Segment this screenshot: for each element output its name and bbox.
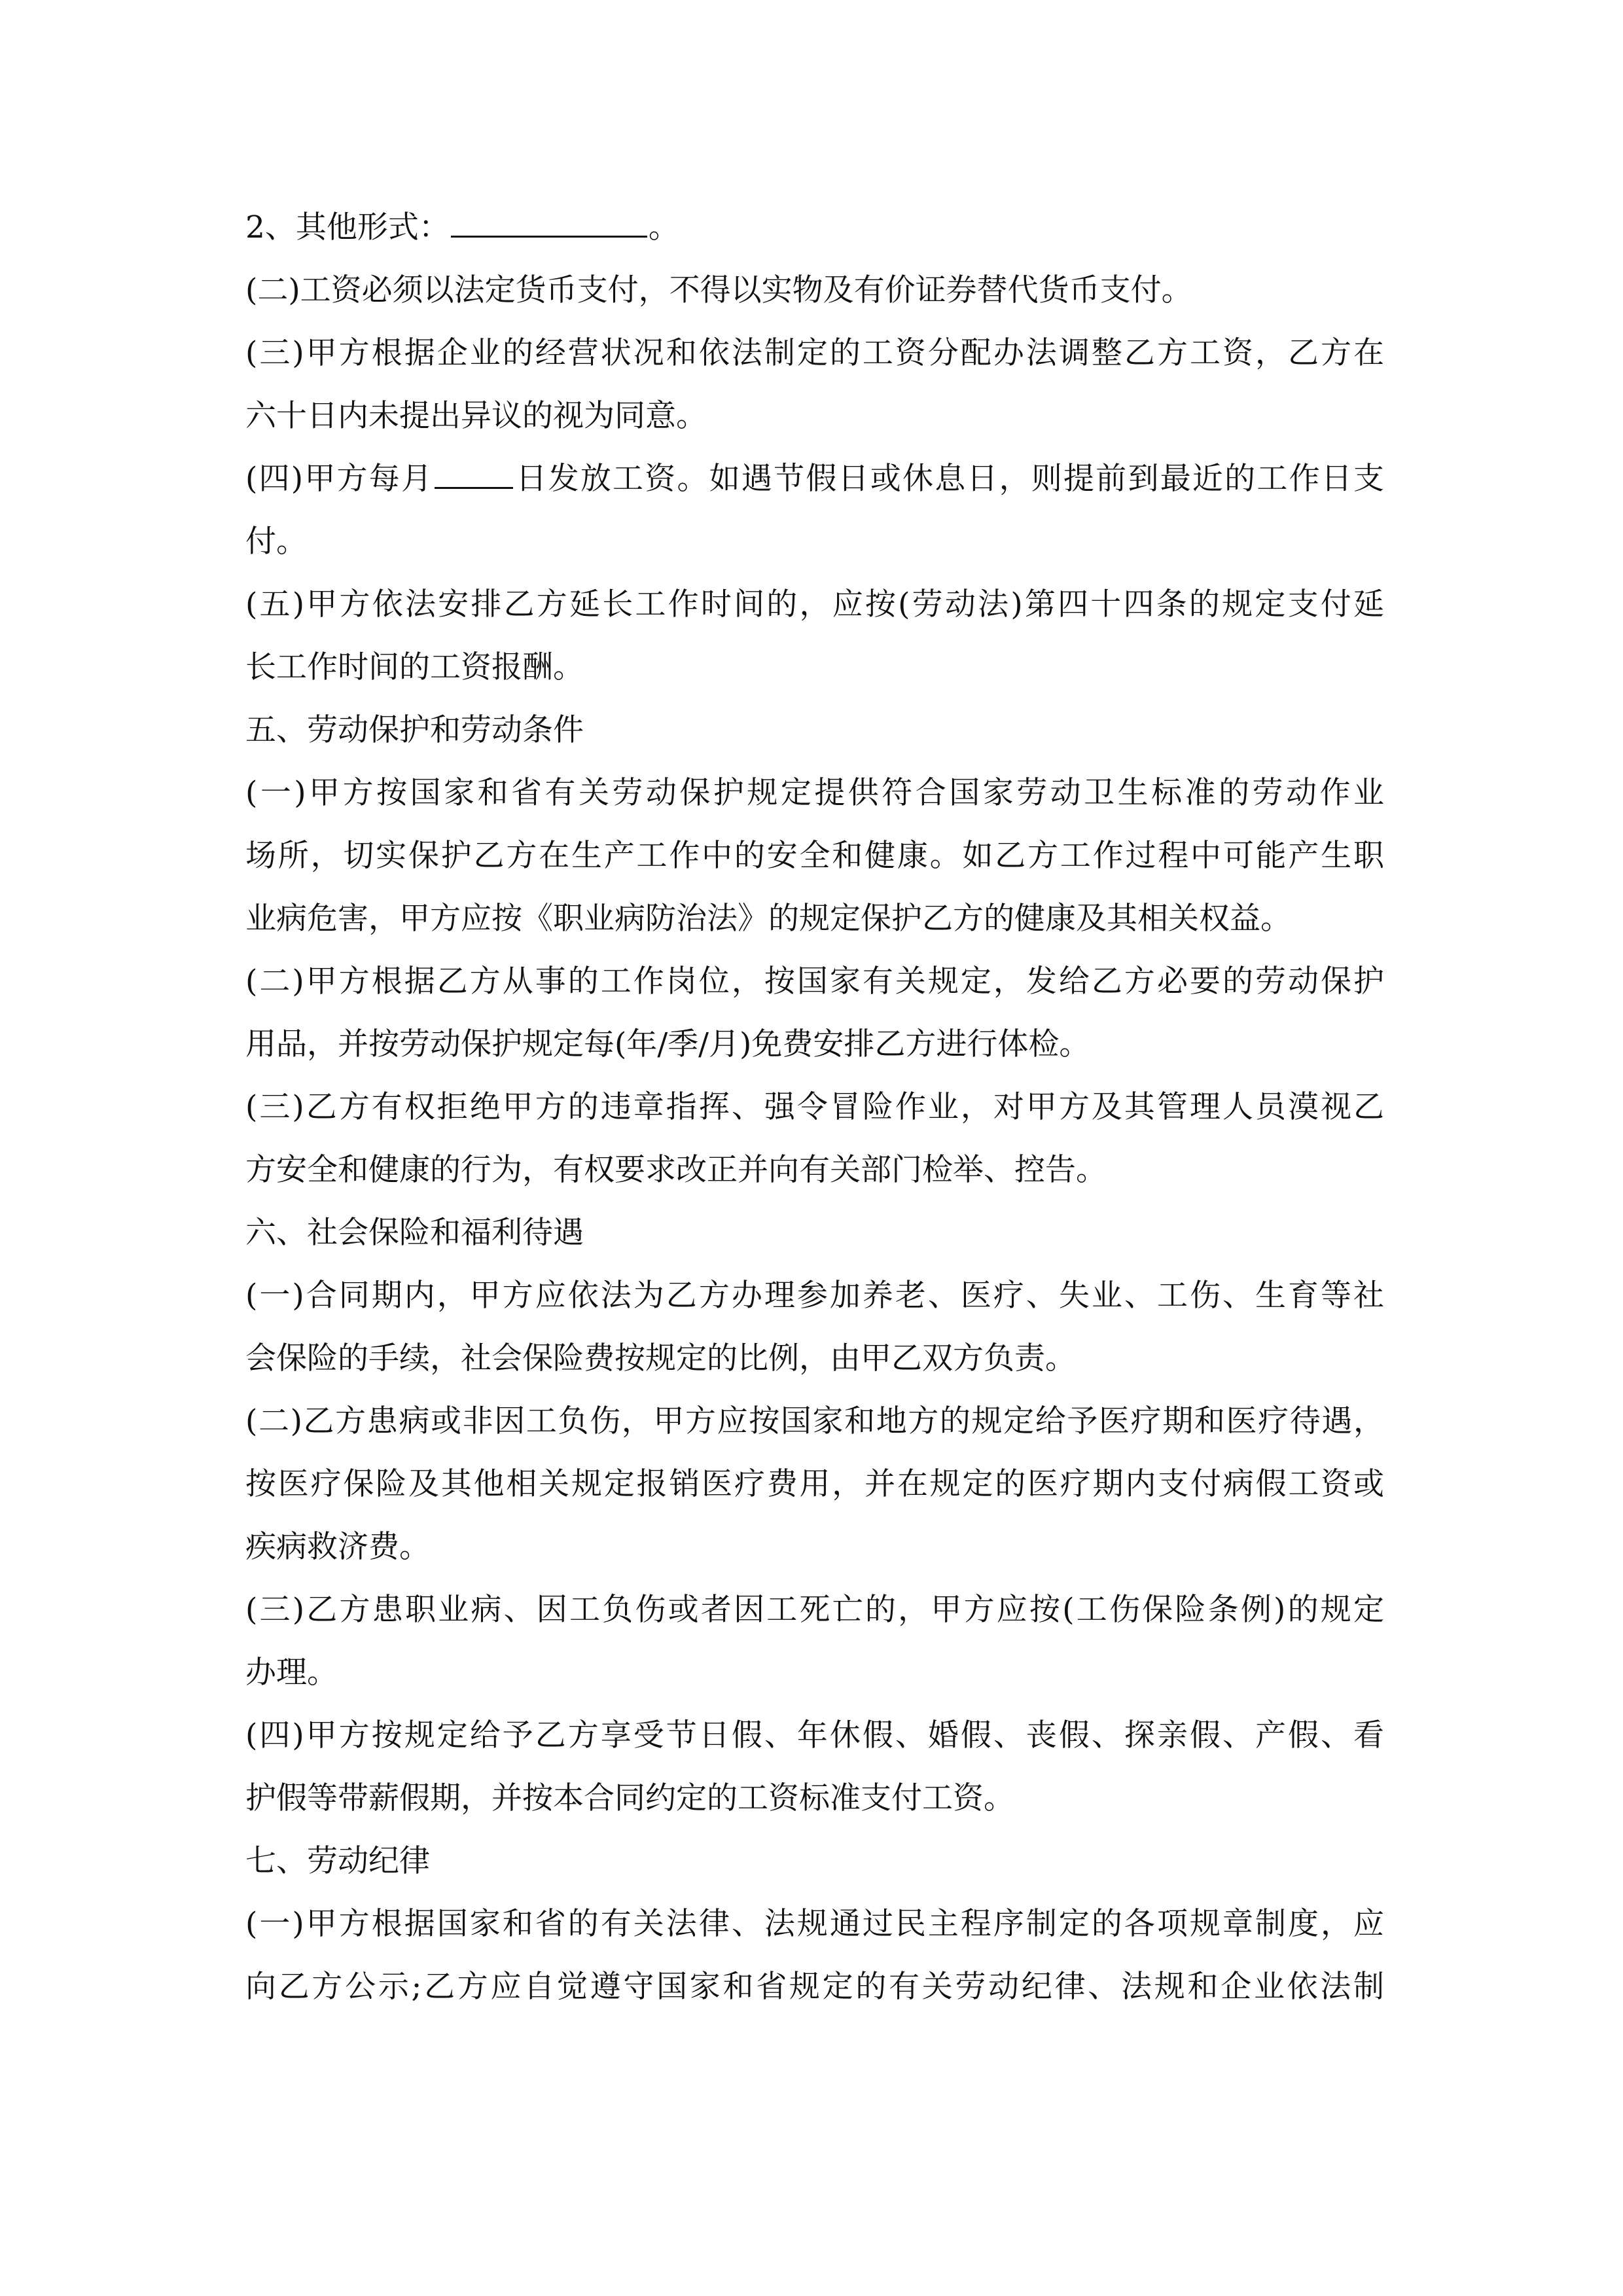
text-line: (二)甲方根据乙方从事的工作岗位，按国家有关规定，发给乙方必要的劳动保护: [245, 963, 1384, 999]
text-line: 疾病救济费。: [245, 1529, 430, 1565]
text-line: (四)甲方按规定给予乙方享受节日假、年休假、婚假、丧假、探亲假、产假、看: [245, 1717, 1384, 1753]
text-line: 付。: [245, 524, 307, 560]
text-segment: 日发放工资。如遇节假日或休息日，则提前到最近的工作日支: [514, 461, 1384, 497]
text-line: 长工作时间的工资报酬。: [245, 649, 584, 685]
text-line: 办理。: [245, 1655, 338, 1691]
text-line: 向乙方公示;乙方应自觉遵守国家和省规定的有关劳动纪律、法规和企业依法制: [245, 1969, 1384, 2005]
text-line: 场所，切实保护乙方在生产工作中的安全和健康。如乙方工作过程中可能产生职: [245, 838, 1384, 874]
text-line: (五)甲方依法安排乙方延长工作时间的，应按(劳动法)第四十四条的规定支付延: [245, 586, 1384, 622]
fill-in-blank: [451, 203, 647, 238]
document-body: [245, 196, 1384, 2018]
text-line: 六十日内未提出异议的视为同意。: [245, 398, 707, 434]
text-line: 六、社会保险和福利待遇: [245, 1215, 584, 1251]
text-line: [245, 448, 1384, 511]
text-line: [245, 196, 1384, 259]
text-line: 七、劳动纪律: [245, 1843, 430, 1879]
text-line: (一)甲方根据国家和省的有关法律、法规通过民主程序制定的各项规章制度，应: [245, 1906, 1384, 1942]
text-line: 护假等带薪假期，并按本合同约定的工资标准支付工资。: [245, 1780, 1014, 1816]
text-line: 五、劳动保护和劳动条件: [245, 712, 584, 748]
text-line: (一)甲方按国家和省有关劳动保护规定提供符合国家劳动卫生标准的劳动作业: [245, 775, 1384, 811]
fill-in-blank: [435, 454, 513, 489]
text-segment: 2、其他形式：: [245, 209, 450, 245]
text-line: (三)乙方患职业病、因工负伤或者因工死亡的，甲方应按(工伤保险条例)的规定: [245, 1592, 1384, 1628]
text-line: 方安全和健康的行为，有权要求改正并向有关部门检举、控告。: [245, 1152, 1107, 1188]
text-line: (三)甲方根据企业的经营状况和依法制定的工资分配办法调整乙方工资，乙方在: [245, 335, 1384, 371]
text-segment: 。: [648, 209, 679, 245]
text-line: 按医疗保险及其他相关规定报销医疗费用，并在规定的医疗期内支付病假工资或: [245, 1466, 1384, 1502]
text-line: (二)乙方患病或非因工负伤，甲方应按国家和地方的规定给予医疗期和医疗待遇，: [245, 1403, 1384, 1439]
text-line: (二)工资必须以法定货币支付，不得以实物及有价证券替代货币支付。: [245, 272, 1192, 308]
text-line: 业病危害，甲方应按《职业病防治法》的规定保护乙方的健康及其相关权益。: [245, 901, 1291, 937]
text-line: (一)合同期内，甲方应依法为乙方办理参加养老、医疗、失业、工伤、生育等社: [245, 1278, 1384, 1314]
text-line: 会保险的手续，社会保险费按规定的比例，由甲乙双方负责。: [245, 1340, 1076, 1376]
text-line: (三)乙方有权拒绝甲方的违章指挥、强令冒险作业，对甲方及其管理人员漠视乙: [245, 1089, 1384, 1125]
text-line: 用品，并按劳动保护规定每(年/季/月)免费安排乙方进行体检。: [245, 1026, 1090, 1062]
text-segment: (四)甲方每月: [245, 461, 434, 497]
